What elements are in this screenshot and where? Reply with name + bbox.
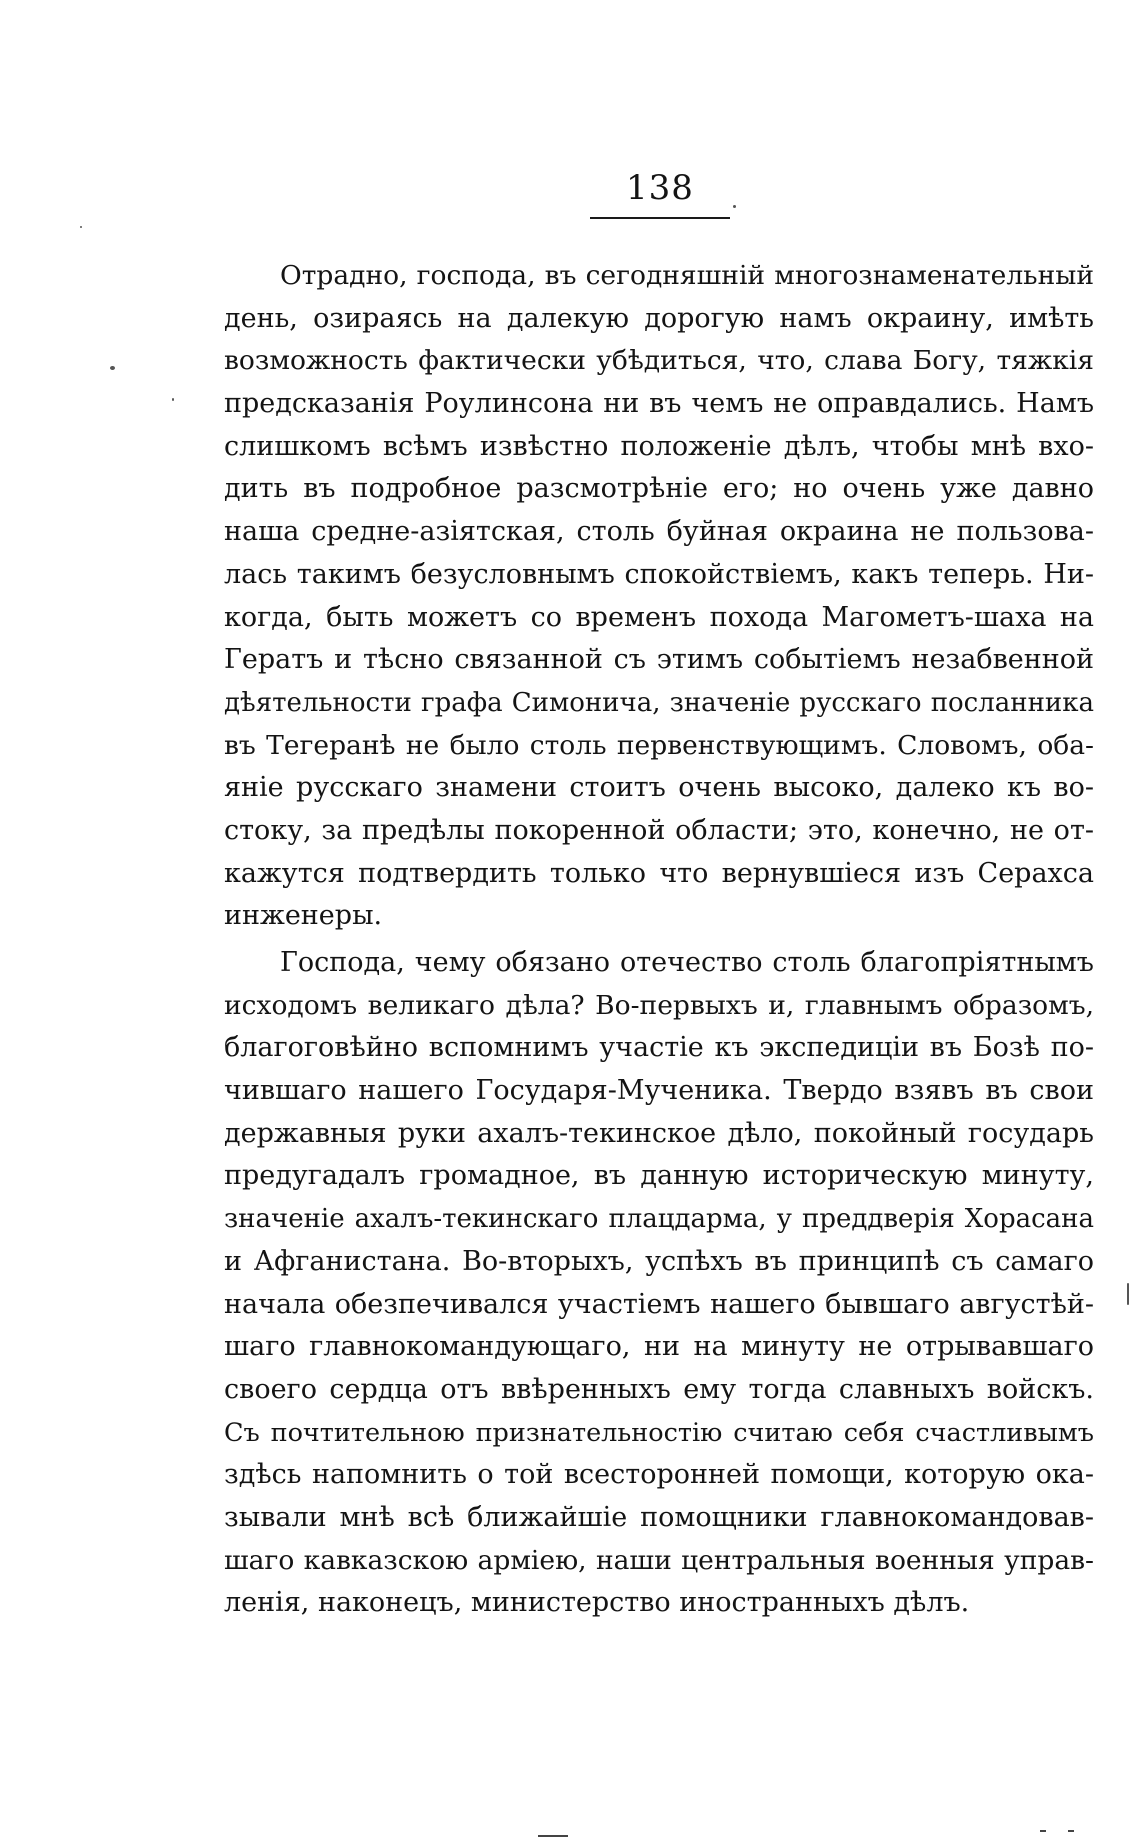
page-number-rule	[590, 217, 730, 219]
scan-speck	[733, 205, 736, 208]
text-line: инженеры.	[224, 900, 383, 932]
text-line: зывали мнѣ всѣ ближайшіе помощники главнокомандовав-	[224, 1501, 1094, 1533]
text-line: здѣсь напомнить о той всесторонней помощи, которую ока-	[224, 1459, 1094, 1491]
text-line: исходомъ великаго дѣла? Во-первыхъ и, главнымъ образомъ,	[224, 989, 1094, 1021]
text-line: возможность фактически убѣдиться, что, слава Богу, тяжкія	[224, 345, 1094, 377]
page-number: 138	[626, 168, 694, 208]
text-line: благоговѣйно вспомнимъ участіе къ экспедиціи въ Бозѣ по-	[224, 1032, 1094, 1064]
text-line: Отрадно, господа, въ сегодняшній многознаменательный	[280, 260, 1094, 291]
scan-dash	[1068, 1830, 1074, 1832]
text-line: Господа, чему обязано отечество столь благопріятнымъ	[280, 947, 1094, 978]
text-line: значеніе ахалъ-текинскаго плацдарма, у преддверія Хорасана	[224, 1204, 1094, 1235]
scan-speck	[80, 226, 82, 228]
scan-speck	[172, 398, 174, 401]
text-line: слишкомъ всѣмъ извѣстно положеніе дѣлъ, чтобы мнѣ вхо-	[224, 430, 1094, 462]
paragraph	[224, 255, 1094, 938]
text-line: державныя руки ахалъ-текинское дѣло, покойный государь	[224, 1117, 1094, 1149]
text-line: въ Тегеранѣ не было столь первенствующимъ. Словомъ, оба-	[224, 729, 1094, 761]
text-line: чившаго нашего Государя-Мученика. Твердо взявъ въ свои	[224, 1075, 1094, 1107]
text-line: начала обезпечивался участіемъ нашего бывшаго августѣй-	[224, 1288, 1094, 1320]
text-line: шаго главнокомандующаго, ни на минуту не отрывавшаго	[224, 1331, 1094, 1363]
text-line: день, озираясь на далекую дорогую намъ окраину, имѣть	[224, 302, 1094, 334]
scan-dash	[1040, 1830, 1046, 1832]
text-line: ленія, наконецъ, министерство иностранныхъ дѣлъ.	[224, 1587, 970, 1619]
text-line: шаго кавказскою арміею, наши центральныя военныя управ-	[224, 1544, 1094, 1576]
paragraph	[224, 942, 1094, 1625]
text-line: яніе русскаго знамени стоитъ очень высоко, далеко къ во-	[224, 772, 1094, 804]
text-line: дѣятельности графа Симонича, значеніе русскаго посланника	[224, 687, 1094, 718]
scan-speck	[1127, 1283, 1129, 1305]
text-line: предугадалъ громадное, въ данную историческую минуту,	[224, 1160, 1094, 1192]
text-line: наша средне-азіятская, столь буйная окраина не пользова-	[224, 516, 1094, 548]
text-line: лась такимъ безусловнымъ спокойствіемъ, какъ теперь. Ни-	[224, 558, 1094, 590]
text-line: предсказанія Роулинсона ни въ чемъ не оправдались. Намъ	[224, 388, 1094, 420]
text-line: когда, быть можетъ со временъ похода Магометъ-шаха на	[224, 601, 1094, 633]
text-line: кажутся подтвердить только что вернувшіеся изъ Серахса	[224, 857, 1094, 889]
scan-speck	[110, 366, 115, 370]
text-line: Съ почтительною признательностію считаю себя счастливымъ	[224, 1417, 1094, 1448]
text-line: стоку, за предѣлы покоренной области; это, конечно, не от-	[224, 814, 1094, 846]
text-line: и Афганистана. Во-вторыхъ, успѣхъ въ принципѣ съ самаго	[224, 1245, 1094, 1277]
text-block	[224, 255, 1094, 1625]
text-line: дить въ подробное разсмотрѣніе его; но очень уже давно	[224, 473, 1094, 505]
scan-dash	[538, 1835, 568, 1837]
text-line: своего сердца отъ ввѣренныхъ ему тогда славныхъ войскъ.	[224, 1373, 1094, 1405]
text-line: Гератъ и тѣсно связанной съ этимъ событіемъ незабвенной	[224, 644, 1094, 676]
